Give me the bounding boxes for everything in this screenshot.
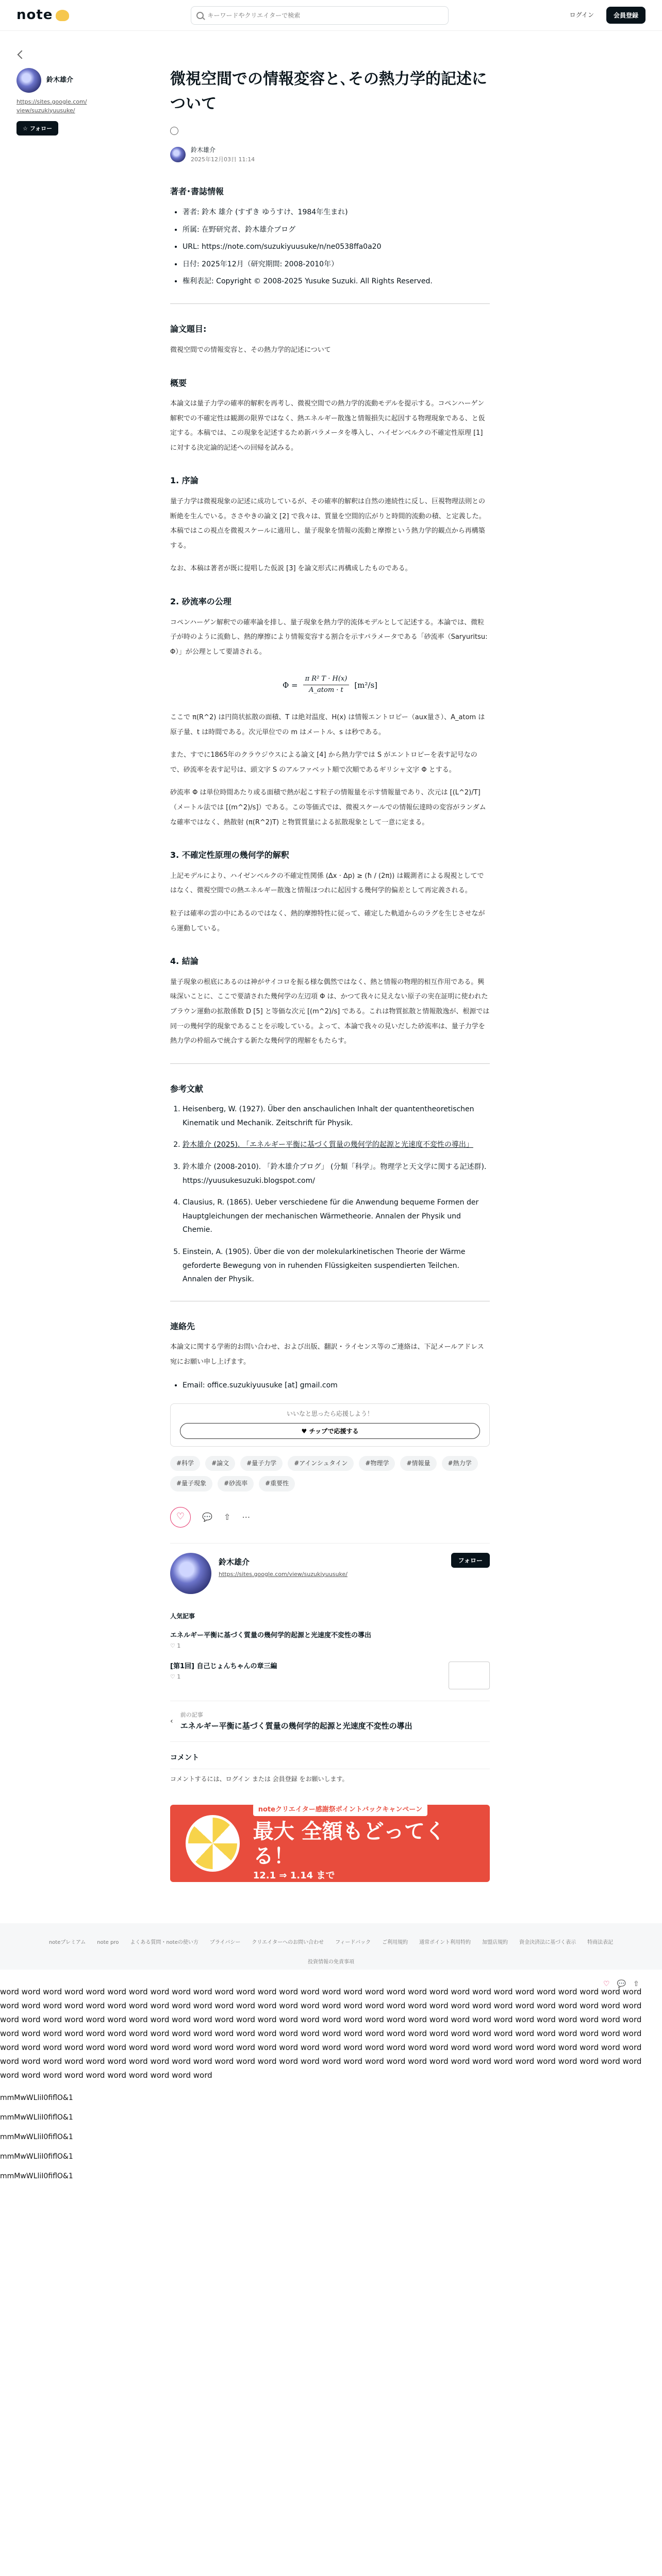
divider — [170, 303, 490, 304]
font-test-line: mmMwWLliI0fiflO&1 — [0, 2094, 73, 2103]
popular-item-title[interactable]: エネルギー平衡に基づく質量の幾何学的起源と光速度不変性の導出 — [170, 1631, 372, 1639]
floating-actions — [603, 1978, 639, 1990]
list-item: • 権利表記: Copyright © 2008-2025 Yusuke Suzuki. All Rights Reserved. — [183, 274, 490, 289]
section-heading: 論文題目: — [170, 324, 207, 334]
popular-item-title[interactable]: [第1回] 自己じょんちゃんの章三編 — [170, 1663, 277, 1671]
paragraph: 量子現象の根底にあるのは神がサイコロを振る様な偶然ではなく、熱と情報の物理的相互作用である。興味深いことに、ここで要請された幾何学の左辺項 Φ は、かつて我々に見えない原子の実在証明に使われたブラウン運動の拡散係数 D [5] と等価な次元 [(m^2)/s] である。これは物質拡散と情報散逸が、根源では同一の幾何学的現象であることを示唆している。よって、本論で我々の見いだした砂流率は、量子力学を熱力学の枠組みで統合する新たな幾何学的理解をもたらす。 — [170, 978, 490, 1045]
comments-note: コメントするには、ログイン または 会員登録 をお願いします。 — [170, 1775, 349, 1783]
note-logo[interactable]: note — [16, 5, 69, 26]
previous-title[interactable]: エネルギー平衡に基づく質量の幾何学的起源と光速度不変性の導出 — [180, 1721, 412, 1731]
previous-label: 前の記事 — [180, 1711, 203, 1719]
support-label: いいなと思ったら応援しよう！ — [286, 1410, 373, 1417]
tag[interactable]: #重要性 — [259, 1476, 295, 1491]
reference-item[interactable]: 2. 鈴木雄介 (2025). 「エネルギー平衡に基づく質量の幾何学的起源と光速度不変性の導出」 — [183, 1138, 490, 1152]
list-item: • 所属: 在野研究者、鈴木雄介ブログ — [183, 223, 490, 238]
author-info-list — [170, 205, 490, 289]
footer-links — [21, 1939, 641, 1967]
avatar[interactable] — [170, 147, 186, 162]
section-heading: 1. 序論 — [170, 476, 198, 486]
formula-denominator: A_atom · t — [309, 686, 343, 694]
tag[interactable]: #科学 — [170, 1456, 200, 1471]
filler-area — [0, 1970, 662, 2183]
section-heading: 4. 結論 — [170, 956, 198, 967]
footer-link[interactable]: 資金決済法に基づく表示 — [519, 1940, 576, 1946]
comments-heading: コメント — [170, 1752, 490, 1769]
tag[interactable]: #論文 — [205, 1456, 235, 1471]
tag[interactable]: #情報量 — [400, 1456, 436, 1471]
section-heading: 3. 不確定性原理の幾何学的解釈 — [170, 850, 289, 860]
author-card — [170, 1543, 490, 1690]
author-url[interactable]: https://sites.google.com/view/suzukiyuusuke/ — [16, 98, 87, 114]
banner-subtitle: noteクリエイター感謝祭ポイントバックキャンペーン — [253, 1805, 427, 1816]
font-test-lines — [0, 2091, 662, 2183]
author-name[interactable]: 鈴木雄介 — [46, 76, 74, 84]
paragraph: 砂流率 Φ は単位時間あたり或る面積で熱が起こす粒子の情報量を示す情報量であり、次元は [(L^2)/T]（メートル法では [(m^2)/s]）である。この等価式では、微視スケールでの情報伝達時の変容がランダムな確率ではなく、熱散射 (π(R^2)T) と物質質量による拡散現象として一意に定まる。 — [170, 789, 486, 826]
paragraph: 微視空間での情報変容と、その熱力学的記述について — [170, 346, 331, 354]
footer-link[interactable]: note pro — [97, 1940, 119, 1946]
footer-link[interactable]: ご利用規約 — [382, 1940, 408, 1946]
banner-headline: 最大 全額もどってくる！ — [253, 1820, 445, 1869]
formula-lhs: Φ = — [282, 680, 298, 690]
paragraph: また、すでに1865年のクラウジウスによる論文 [4] から熱力学では S がエントロピーを表す記号なので、砂流率を表す記号は、頭文字 S のアルファベット順で次順であるギリシャ文字 Φ とする。 — [170, 751, 477, 774]
comment-icon[interactable]: 💬 — [617, 1980, 626, 1988]
references-list — [170, 1103, 490, 1286]
font-test-line: mmMwWLliI0fiflO&1 — [0, 2113, 73, 2122]
font-test-line: mmMwWLliI0fiflO&1 — [0, 2133, 73, 2142]
tag-list — [170, 1456, 490, 1491]
reference-item: 1. Heisenberg, W. (1927). Über den anschaulichen Inhalt der quantentheoretischen Kinematik und Mechanik. Zeitschrift für Physik. — [183, 1103, 490, 1130]
byline-name[interactable]: 鈴木雄介 — [191, 146, 216, 154]
roulette-wheel-icon — [186, 1815, 240, 1872]
section-heading: 参考文献 — [170, 1083, 204, 1094]
banner-date: 12.1 ⇒ 1.14 まで — [253, 1870, 335, 1882]
footer-link[interactable]: 通常ポイント利用特約 — [419, 1940, 471, 1946]
previous-article[interactable] — [170, 1701, 490, 1742]
support-box — [170, 1403, 490, 1447]
paragraph: 本論文に関する学術的お問い合わせ、および出版、翻訳・ライセンス等のご連絡は、下記メールアドレス宛にお願い申し上げます。 — [170, 1343, 484, 1366]
comment-icon[interactable]: 💬 — [202, 1512, 212, 1522]
like-button[interactable]: ♡ — [170, 1507, 191, 1528]
more-icon[interactable]: ⋯ — [242, 1512, 251, 1522]
signup-button[interactable]: 会員登録 — [606, 7, 646, 24]
like-icon[interactable] — [170, 127, 178, 135]
search-input[interactable] — [208, 12, 443, 19]
tag[interactable]: #砂流率 — [218, 1476, 254, 1491]
site-header — [0, 0, 662, 31]
paragraph: なお、本稿は著者が既に提唱した仮説 [3] を論文形式に再構成したものである。 — [170, 565, 412, 573]
chevron-left-icon: ‹ — [170, 1717, 173, 1725]
contact-email: • Email: office.suzukiyuusuke [at] gmail.com — [183, 1378, 490, 1393]
tip-button[interactable]: ♥ チップで応援する — [180, 1423, 480, 1439]
footer-link[interactable]: 加盟店規約 — [482, 1940, 508, 1946]
site-footer — [0, 1923, 662, 1970]
popular-item-likes: ♡ 1 — [170, 1642, 181, 1649]
login-link[interactable]: ログイン — [569, 11, 594, 19]
search-icon — [196, 12, 204, 19]
reference-item: 5. Einstein, A. (1905). Über die von der molekularkinetischen Theorie der Wärme geforderte Bewegung von in ruhenden Flüssigkeiten suspendierten Teilchen. Annalen der Physik. — [183, 1245, 490, 1286]
contact-list — [170, 1378, 490, 1393]
logo-mascot-icon — [56, 10, 69, 21]
share-icon[interactable]: ⇧ — [223, 1512, 231, 1522]
list-item: • 日付: 2025年12月（研究期間: 2008-2010年） — [183, 257, 490, 272]
section-heading: 概要 — [170, 378, 187, 388]
paragraph: 上記モデルにより、ハイゼンベルクの不確定性関係 (Δx · Δp) ≥ (ħ / (2π)) は観測者による現視としてではなく、微視空間での熱エネルギー散逸と情報ほつれに起因する幾何学的偏差として再定義される。 — [170, 872, 484, 895]
follow-button[interactable]: ☆ フォロー — [16, 121, 58, 135]
font-test-line: mmMwWLliI0fiflO&1 — [0, 2172, 73, 2181]
popular-heading: 人気記事 — [170, 1612, 195, 1620]
popular-item-thumbnail[interactable] — [449, 1662, 490, 1689]
paragraph: 本論文は量子力学の確率的解釈を再考し、微視空間での熱力学的流動モデルを提示する。コペンハーゲン解釈での不確定性は観測の限界ではなく、熱エネルギー散逸と情報損失に起因する物理現象である、と仮定する。本稿では、この現象を記述するため新パラメータを導入し、ハイゼンベルクの不確定性原理 [1] に対する決定論的記述への回帰を試みる。 — [170, 400, 485, 452]
formula-fraction — [303, 674, 350, 696]
footer-link[interactable]: フィードバック — [335, 1940, 371, 1946]
footer-link[interactable]: クリエイターへのお問い合わせ — [252, 1940, 324, 1946]
formula — [170, 674, 490, 696]
formula-unit: [m²/s] — [354, 680, 378, 690]
left-sidebar — [16, 52, 89, 135]
paragraph: 量子力学は微視現象の記述に成功しているが、その確率的解釈は自然の連続性に反し、巨視物理法則との断絶を生んでいる。ささやきの論文 [2] で我々は、質量を空間的広がりと時間的流動の積、と定義した。本稿ではこの視点を微視スケールに適用し、量子現象を情報の流動と摩擦という熱力学的観点から再構築する。 — [170, 498, 486, 550]
article — [170, 31, 490, 1882]
tag[interactable]: #アインシュタイン — [288, 1456, 354, 1471]
footer-link[interactable]: プライバシー — [209, 1940, 241, 1946]
back-icon[interactable] — [18, 50, 26, 59]
footer-link[interactable]: よくある質問・noteの使い方 — [130, 1940, 198, 1946]
formula-numerator: π R² T · H(x) — [303, 674, 350, 685]
section-heading: 2. 砂流率の公理 — [170, 597, 231, 607]
filler-words: word word word word word word word word word word word word word word word word word word word word word word word word word word word word word word word word word word word word word word word word word word word word word word word word word word word word word word word word word word word word word word word word word word word word word word word word word word word word word word word word word word word word word word word word word word word word word word word word word word word word word word word word word word word word word word word word word word word word word word word word word word word word word word word word word word word word word word word word word word word word word word word word word word word word word word word word word word word word word word word word word word word word word word word word word word word word word word word word word word word word word word word word word word word word word word — [0, 1987, 642, 2080]
popular-item-likes: ♡ 1 — [170, 1673, 181, 1680]
like-icon[interactable]: ♡ — [603, 1980, 610, 1988]
popular-item[interactable] — [170, 1631, 490, 1650]
tag[interactable]: #量子現象 — [170, 1476, 212, 1491]
paragraph: ここで π(R^2) は円筒状拡散の面積、T は絶対温度、H(x) は情報エントロピー（aux量さ）、A_atom は原子量、t は時間である。次元単位での m はメートル、s は秒である。 — [170, 714, 485, 736]
reference-item: 4. Clausius, R. (1865). Ueber verschiedene für die Anwendung bequeme Formen der Hauptgleichungen der mechanischen Wärmetheorie. Annalen der Physik und Chemie. — [183, 1196, 490, 1237]
tag[interactable]: #量子力学 — [240, 1456, 283, 1471]
article-title: 微視空間での情報変容と､その熱力学的記述について — [170, 70, 487, 113]
list-item[interactable]: • URL: https://note.com/suzukiyuusuke/n/ne0538ffa0a20 — [183, 240, 490, 255]
byline-date: 2025年12月03日 11:14 — [191, 156, 255, 163]
tag[interactable]: #物理学 — [359, 1456, 395, 1471]
avatar[interactable] — [170, 1553, 211, 1594]
follow-button[interactable]: フォロー — [451, 1553, 490, 1568]
tag[interactable]: #熱力学 — [442, 1456, 478, 1471]
section-heading: 著者･書誌情報 — [170, 186, 224, 196]
share-icon[interactable]: ⇧ — [633, 1980, 639, 1988]
popular-item[interactable] — [170, 1662, 490, 1689]
author-url[interactable]: https://sites.google.com/view/suzukiyuusuke/ — [219, 1570, 347, 1578]
divider — [170, 1063, 490, 1064]
campaign-banner[interactable] — [170, 1805, 490, 1882]
section-heading: 連絡先 — [170, 1321, 195, 1331]
footer-link[interactable]: 特商法表記 — [587, 1940, 614, 1946]
font-test-line: mmMwWLliI0fiflO&1 — [0, 2153, 73, 2161]
byline — [170, 145, 490, 164]
paragraph: 粒子は確率の雲の中にあるのではなく、熱的摩擦特性に従って、確定した軌道からのラグを生じさせながら運動している。 — [170, 909, 485, 933]
avatar[interactable] — [16, 68, 41, 93]
list-item: • 著者: 鈴木 雄介 (すずき ゆうすけ、1984年生まれ) — [183, 205, 490, 220]
author-name[interactable]: 鈴木雄介 — [219, 1557, 250, 1567]
reference-item[interactable]: 3. 鈴木雄介 (2008-2010). 「鈴木雄介ブログ」 (分類「科学」。物理学と天文学に関する記述群). https://yuusukesuzuki.blogspot.com/ — [183, 1160, 490, 1188]
search-bar[interactable] — [191, 6, 449, 25]
footer-link[interactable]: 投資情報の免責事項 — [308, 1959, 354, 1965]
footer-link[interactable]: noteプレミアム — [48, 1940, 86, 1946]
paragraph: コペンハーゲン解釈での確率論を排し、量子現象を熱力学的流体モデルとして記述する。本論では、微粒子が時のように流動し、熱的摩擦により情報変容する割合を示すパラメータである「砂流率（Saryuritsu: Φ）」が公理として要請される。 — [170, 618, 488, 656]
article-actions — [170, 1507, 490, 1528]
